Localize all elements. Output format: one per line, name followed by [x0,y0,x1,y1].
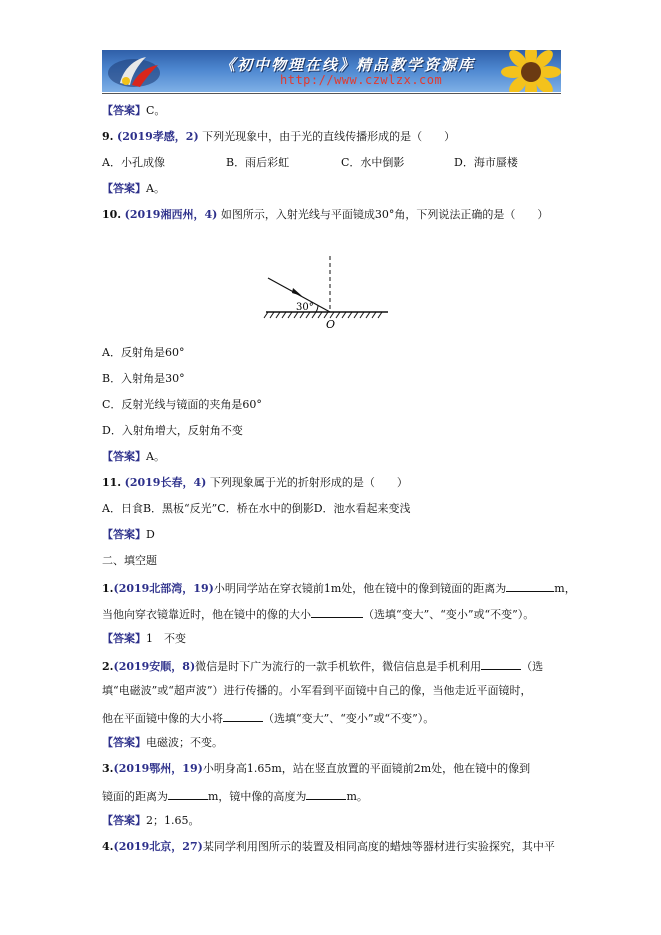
answer-10: 【答案】A。 [102,450,165,463]
point-o-label: O [326,318,336,331]
q10-option-d: D．入射角增大，反射角不变 [102,424,243,437]
question-10: 10. (2019湘西州，4) 如图所示，入射光线与平面镜成30°角，下列说法正确的是（ ） [102,208,549,221]
answer-11: 【答案】D [102,528,155,541]
mirror-reflection-diagram [262,250,392,334]
answer-fill-1: 【答案】1 不变 [102,632,186,645]
blank [481,658,521,670]
answer-fill-2: 【答案】电磁波；不变。 [102,736,223,749]
fill-3-line-2: 镜面的距离为 m，镜中像的高度为 m。 [102,790,368,803]
fill-3-line-1: 3.(2019鄂州，19)小明身高1.65m，站在竖直放置的平面镜前2m处，他在镜中的像到 [102,762,531,775]
q9-option-a: A．小孔成像 [102,156,165,169]
blank [306,788,346,800]
blank [506,580,554,592]
answer-fill-3: 【答案】2；1.65。 [102,814,200,827]
q10-option-b: B．入射角是30° [102,372,185,385]
q9-option-d: D．海市蜃楼 [454,156,518,169]
fill-1-line-1: 1.(2019北部湾，19)小明同学站在穿衣镜前1m处，他在镜中的像到镜面的距离为 m， [102,582,576,595]
fill-1-line-2: 当他向穿衣镜靠近时，他在镜中的像的大小 （选填“变大”、“变小”或“不变”）。 [102,608,535,621]
site-title: 《初中物理在线》精品教学资源库 [220,56,476,74]
fill-4-line-1: 4.(2019北京，27)某同学利用图所示的装置及相同高度的蜡烛等器材进行实验探究，其中平 [102,840,555,853]
header-divider [102,93,561,94]
fill-2-line-2: 填“电磁波”或“超声波”）进行传播的。小军看到平面镜中自己的像，当他走近平面镜时， [102,684,532,697]
blank [311,606,363,618]
blank [168,788,208,800]
question-11: 11. (2019长春，4) 下列现象属于光的折射形成的是（ ） [102,476,408,489]
q11-options: A．日食B．黑板“反光”C．桥在水中的倒影D．池水看起来变浅 [102,502,411,515]
sunflower-icon [491,50,561,92]
q9-option-c: C．水中倒影 [341,156,405,169]
site-url[interactable]: http://www.czwlzx.com [280,73,443,87]
q9-option-b: B．雨后彩虹 [226,156,290,169]
fill-2-line-3: 他在平面镜中像的大小将 （选填“变大”、“变小”或“不变”）。 [102,712,435,725]
q10-option-c: C．反射光线与镜面的夹角是60° [102,398,262,411]
question-9: 9. (2019孝感，2) 下列光现象中，由于光的直线传播形成的是（ ） [102,130,456,143]
header-banner [102,50,561,92]
angle-label: 30° [296,302,314,313]
blank [223,710,263,722]
answer-9: 【答案】A。 [102,182,165,195]
site-logo-icon [106,53,164,89]
answer-prev: 【答案】C。 [102,104,166,117]
q10-option-a: A．反射角是60° [102,346,185,359]
fill-2-line-1: 2.(2019安顺，8)微信是时下广为流行的一款手机软件，微信信息是手机利用 （选 [102,660,544,673]
section-fill-in-blank: 二、填空题 [102,554,157,567]
